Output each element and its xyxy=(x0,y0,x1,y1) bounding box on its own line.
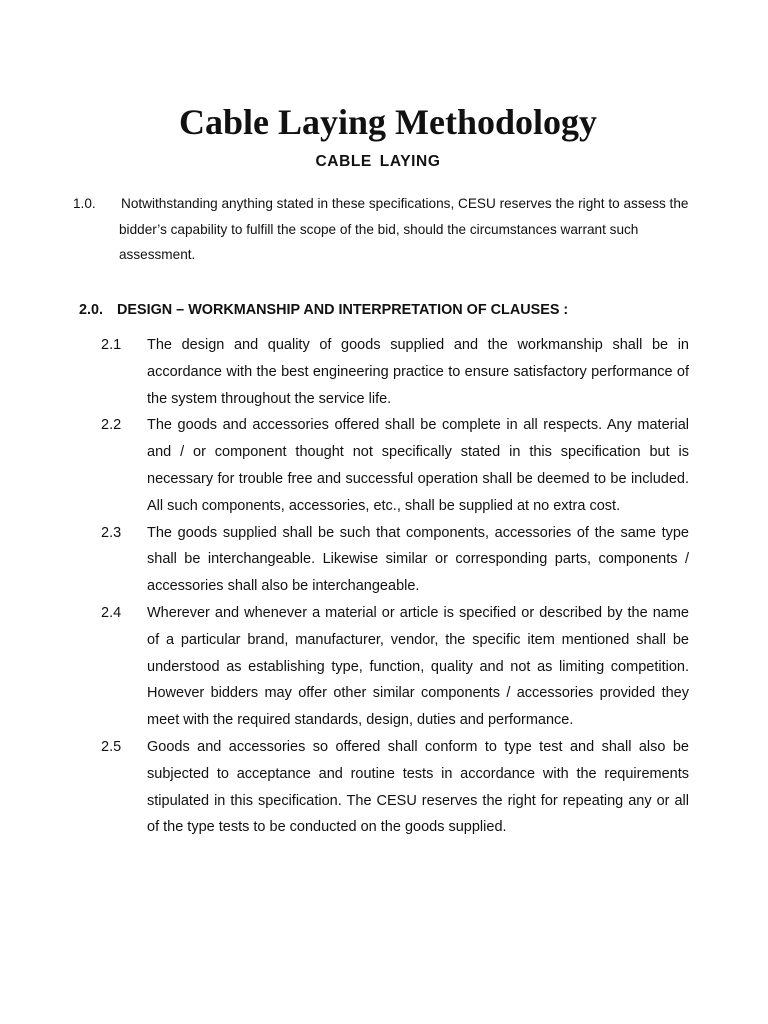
section-heading xyxy=(79,300,699,320)
clause-item xyxy=(101,412,689,519)
clause-text: Goods and accessories so offered shall conform to type test and shall also be subjected to acceptance and routine tests in accordance with the requirements stipulated in this specification. The CESU reserves the right for repeating any or all of the type tests to be conducted on the goods supplied. xyxy=(147,738,689,836)
clause-item xyxy=(101,734,689,841)
clause-item xyxy=(101,520,689,600)
document-title: Cable Laying Methodology xyxy=(178,102,598,142)
clause-number: 2.5 xyxy=(101,738,122,755)
clause-text: The goods supplied shall be such that components, accessories of the same type shall be interchangeable. Likewise similar or corresponding parts, components / accessories shall also be interchangeable. xyxy=(147,524,689,595)
intro-text: Notwithstanding anything stated in these specifications, CESU reserves the right to assess the bidder’s capability to fulfill the scope of the bid, should the circumstances warrant such assessment. xyxy=(119,196,689,262)
clause-text: The goods and accessories offered shall be complete in all respects. Any material and / or component thought not specifically stated in this specification but is necessary for trouble free and successful operation shall be deemed to be included. All such components, accessories, etc., shall be supplied at no extra cost. xyxy=(147,417,689,514)
section-heading-text: DESIGN – WORKMANSHIP AND INTERPRETATION OF CLAUSES : xyxy=(117,302,569,318)
clause-text: The design and quality of goods supplied and the workmanship shall be in accordance with the best engineering practice to ensure satisfactory performance of the system throughout the service life. xyxy=(147,337,689,407)
intro-paragraph xyxy=(73,191,693,268)
intro-number: 1.0. xyxy=(73,196,96,211)
clause-item xyxy=(101,600,689,734)
document-subtitle: CABLE LAYING xyxy=(315,153,441,170)
clause-list xyxy=(101,332,689,841)
clause-item xyxy=(101,332,689,412)
section-number: 2.0. xyxy=(79,302,104,318)
clause-text: Wherever and whenever a material or article is specified or described by the name of a particular brand, manufacturer, vendor, the specific item mentioned shall be understood as establishing type, function, quality and not as limiting competition. However bidders may offer other similar components / accessories provided they meet with the required standards, design, duties and performance. xyxy=(147,604,689,729)
clause-number: 2.3 xyxy=(101,524,122,541)
clause-number: 2.1 xyxy=(101,337,122,353)
clause-number: 2.2 xyxy=(101,417,122,434)
clause-number: 2.4 xyxy=(101,604,122,621)
